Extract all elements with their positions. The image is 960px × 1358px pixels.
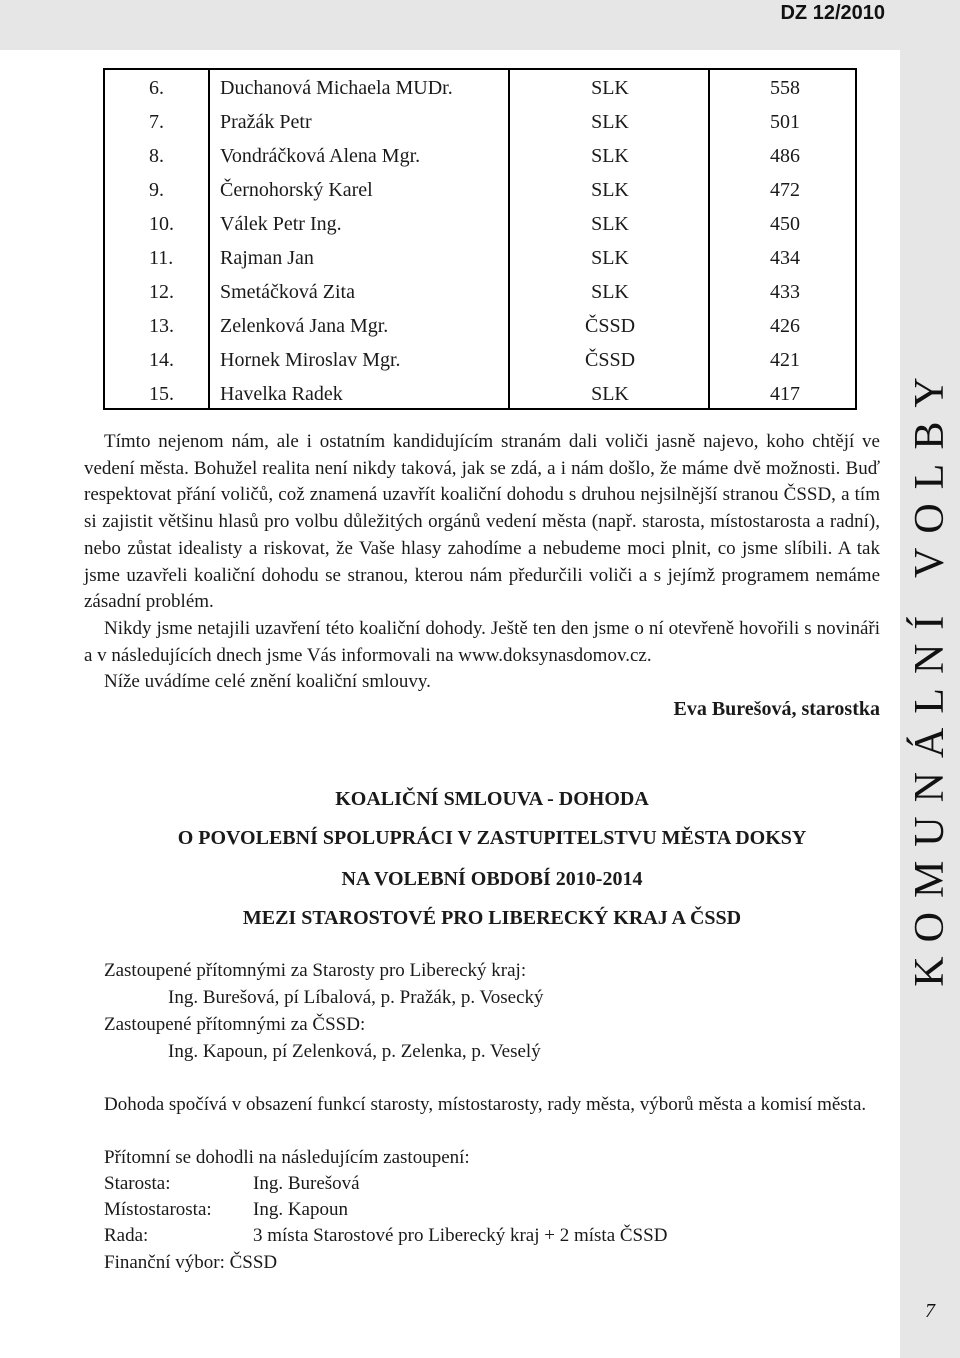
terms-paragraph: Dohoda spočívá v obsazení funkcí starosty, místostarosty, rady města, výborů města a komisí města. [104,1094,867,1115]
candidate-name: Černohorský Karel [220,179,373,201]
row-number: 8. [149,145,164,167]
article-body [84,429,880,696]
agreed-intro: Přítomní se dohodli na následujícím zastoupení: [104,1147,470,1168]
article-paragraph: Tímto nejenom nám, ale i ostatním kandidujícím stranám dali voliči jasně najevo, koho chtějí ve vedení města. Bohužel realita není nikdy taková, jak se zdá, a i nám došlo, že máme dvě možnosti. Buď respektovat přání voličů, což znamená uzavřít koaliční dohodu s druhou nejsilnější stranou ČSSD, a tím si zajistit většinu hlasů pro volbu důležitých orgánů vedení města (např. starosta, místostarosta a radní), nebo zůstat idealisty a riskovat, že Vaše hlasy zahodíme a nebudeme moci plnit, co jsme slíbili. A tak jsme uzavřeli koaliční dohodu se stranou, kterou nám předurčili voliči a s jejímž programem nemáme zásadní problém. [84,431,880,613]
role-label: Místostarosta: [104,1199,212,1220]
party-1-names: Ing. Burešová, pí Líbalová, p. Pražák, p. Vosecký [168,987,544,1008]
candidate-name: Válek Petr Ing. [220,213,342,235]
row-number: 12. [149,281,174,303]
signature: Eva Burešová, starostka [673,698,880,720]
table-row [105,275,855,309]
votes: 450 [770,213,800,235]
party: SLK [591,145,629,167]
header-bar [0,0,960,50]
table-row [105,71,855,105]
page-number: 7 [925,1300,935,1322]
agreement-parties: MEZI STAROSTOVÉ PRO LIBERECKÝ KRAJ A ČSSD [242,907,742,929]
finance-committee: Finanční výbor: ČSSD [104,1252,278,1273]
results-table [103,68,857,410]
party: SLK [591,281,629,303]
row-number: 15. [149,383,174,405]
role-label: Rada: [104,1225,149,1246]
row-number: 7. [149,111,164,133]
votes: 558 [770,77,800,99]
row-number: 13. [149,315,174,337]
section-title: KOMUNÁLNÍ VOLBY [907,363,953,987]
party-2-names: Ing. Kapoun, pí Zelenková, p. Zelenka, p. Veselý [168,1041,541,1062]
votes: 486 [770,145,800,167]
votes: 433 [770,281,800,303]
votes: 421 [770,349,800,371]
candidate-name: Hornek Miroslav Mgr. [220,349,401,371]
table-row [105,309,855,343]
row-number: 14. [149,349,174,371]
candidate-name: Havelka Radek [220,383,343,405]
candidate-name: Smetáčková Zita [220,281,355,303]
party: SLK [591,213,629,235]
party: ČSSD [584,315,636,337]
table-row [105,105,855,139]
role-value: 3 místa Starostové pro Liberecký kraj + 2 místa ČSSD [253,1225,668,1246]
party: SLK [591,111,629,133]
table-row [105,377,855,411]
candidate-name: Pražák Petr [220,111,312,133]
candidate-name: Vondráčková Alena Mgr. [220,145,421,167]
role-value: Ing. Kapoun [253,1199,348,1220]
article-paragraph: Nikdy jsme netajili uzavření této koaliční dohody. Ještě ten den jsme o ní otevřeně hovořili s novináři a v následujících dnech jsme Vás informovali na www.doksynasdomov.cz. [84,617,880,666]
table-row [105,139,855,173]
agreement-title: KOALIČNÍ SMLOUVA - DOHODA [335,788,649,810]
row-number: 11. [149,247,174,269]
article-paragraph: Níže uvádíme celé znění koaliční smlouvy. [104,671,431,693]
table-row [105,343,855,377]
role-value: Ing. Burešová [253,1173,360,1194]
candidate-name: Zelenková Jana Mgr. [220,315,389,337]
row-number: 9. [149,179,164,201]
agreement-period: NA VOLEBNÍ OBDOBÍ 2010-2014 [341,868,643,890]
agreement-terms [84,1092,880,1119]
party: SLK [591,383,629,405]
votes: 434 [770,247,800,269]
party-1-label: Zastoupené přítomnými za Starosty pro Liberecký kraj: [104,960,527,981]
party: SLK [591,77,629,99]
table-row [105,241,855,275]
votes: 501 [770,111,800,133]
votes: 472 [770,179,800,201]
table-row [105,173,855,207]
table-row [105,207,855,241]
agreement-subtitle: O POVOLEBNÍ SPOLUPRÁCI V ZASTUPITELSTVU MĚSTA DOKSY [177,827,807,849]
votes: 426 [770,315,800,337]
party: SLK [591,247,629,269]
row-number: 6. [149,77,164,99]
party-2-label: Zastoupené přítomnými za ČSSD: [104,1014,366,1035]
votes: 417 [770,383,800,405]
candidate-name: Duchanová Michaela MUDr. [220,77,453,99]
issue-label: DZ 12/2010 [780,2,885,24]
role-label: Starosta: [104,1173,171,1194]
party: SLK [591,179,629,201]
candidate-name: Rajman Jan [220,247,314,269]
row-number: 10. [149,213,174,235]
party: ČSSD [584,349,636,371]
